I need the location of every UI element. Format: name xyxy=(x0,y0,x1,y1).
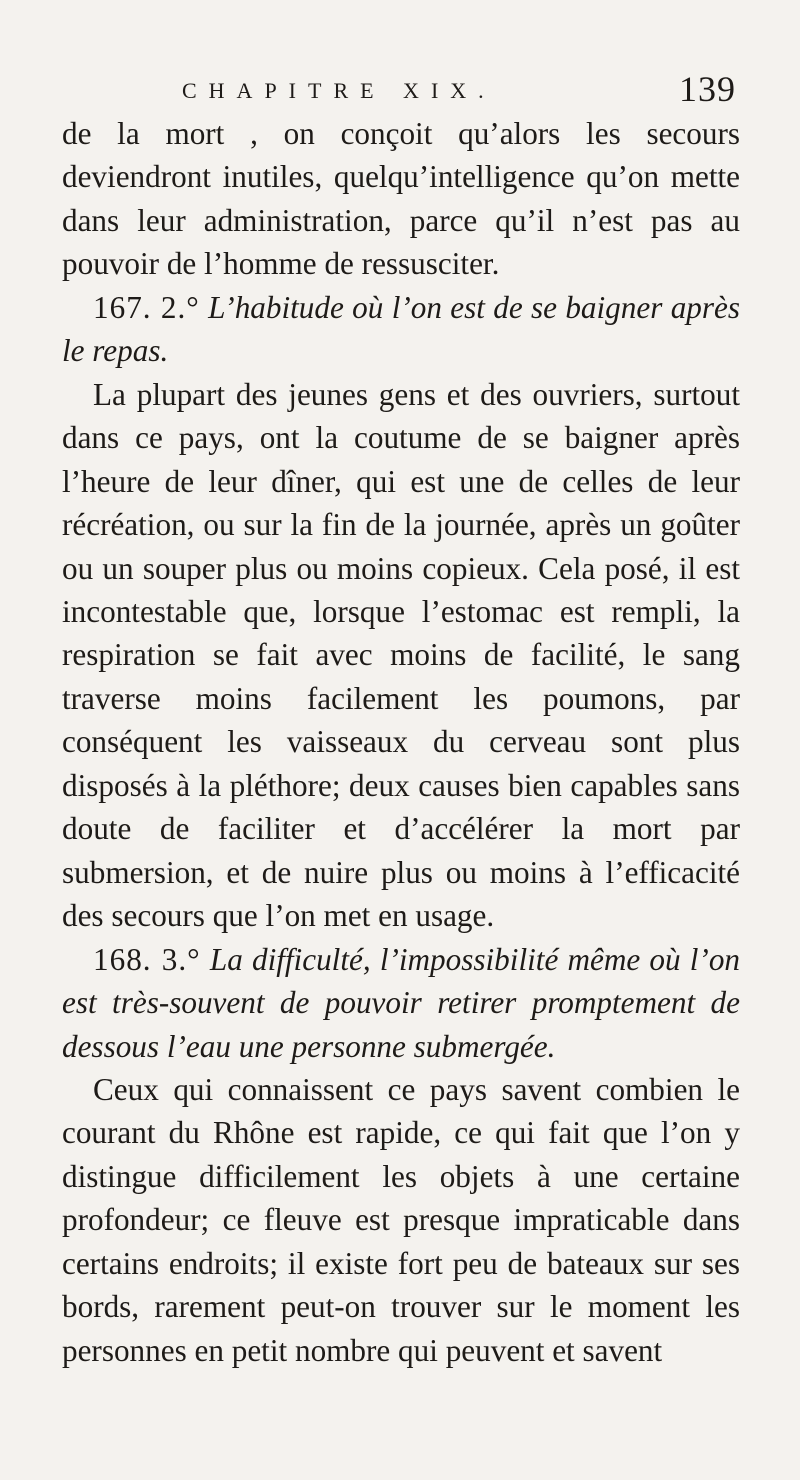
paragraph-continuation: de la mort , on conçoit qu’alors les secours deviendront inutiles, quelqu’intelligence qu’on mette dans leur administration, parce qu’il n’est pas au pouvoir de l’homme de ressusciter. xyxy=(62,116,740,282)
page-number: 139 xyxy=(679,69,736,109)
running-header xyxy=(182,60,738,109)
section-168-heading xyxy=(62,938,740,1068)
section-title: L’habitude où l’on est de se baigner après le repas. xyxy=(62,289,740,369)
section-title: La difficulté, l’impossibilité même où l’on est très-souvent de pouvoir retirer promptement de dessous l’eau une personne submergée. xyxy=(62,941,741,1064)
paragraph-section-168: Ceux qui connaissent ce pays savent combien le courant du Rhône est rapide, ce qui fait que l’on y distingue difficilement les objets à une certaine profondeur; ce fleuve est presque impraticable dans certains endroits; il existe fort peu de bateaux sur ses bords, rarement peut-on trouver sur le moment les personnes en petit nombre qui peuvent et savent xyxy=(62,1071,740,1368)
section-number: 168. 3.° xyxy=(93,941,201,977)
section-number: 167. 2.° xyxy=(93,289,200,325)
section-167-heading xyxy=(62,286,740,373)
page-body xyxy=(62,112,740,1372)
chapter-running-title: CHAPITRE XIX. xyxy=(182,78,496,103)
paragraph-section-167: La plupart des jeunes gens et des ouvriers, surtout dans ce pays, ont la coutume de se baigner après l’heure de leur dîner, qui est une de celles de leur récréation, ou sur la fin de la journée, après un goûter ou un souper plus ou moins copieux. Cela posé, il est incontestable que, lorsque l’estomac est rempli, la respiration se fait avec moins de facilité, le sang traverse moins facilement les poumons, par conséquent les vaisseaux du cerveau sont plus disposés à la pléthore; deux causes bien capables sans doute de faciliter et d’accélérer la mort par submersion, et de nuire plus ou moins à l’efficacité des secours que l’on met en usage. xyxy=(62,376,740,934)
